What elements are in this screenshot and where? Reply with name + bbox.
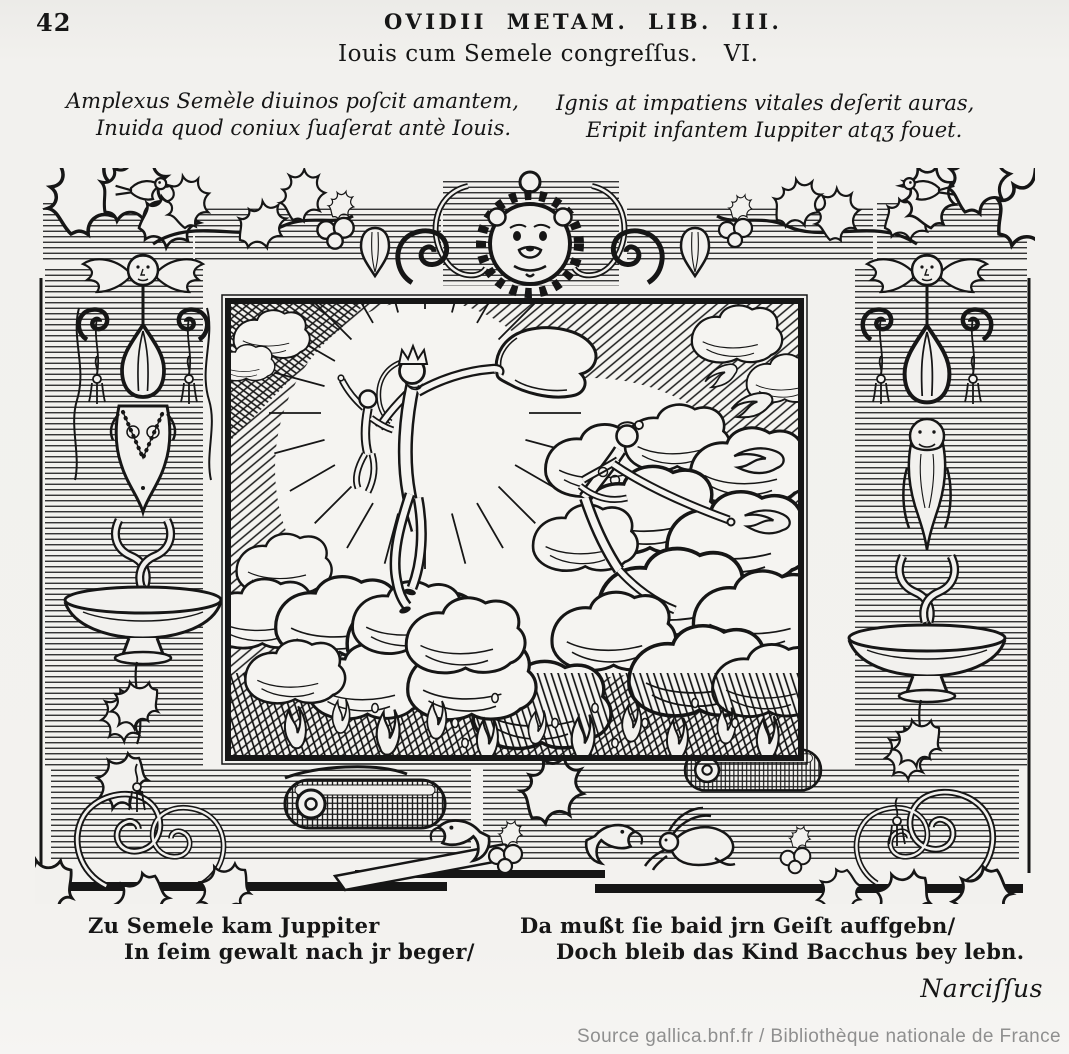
catchword: Narciſſus <box>920 974 1043 1003</box>
german-line: Da mußt ſie baid jrn Geiſt auffgebn/ <box>520 913 956 938</box>
section-title <box>338 41 758 67</box>
german-verse-left <box>88 913 475 965</box>
german-line: Doch bleib das Kind Bacchus bey lebn. <box>556 939 1025 964</box>
latin-line: Amplexus Semèle diuinos poſcit amantem, <box>66 89 519 113</box>
german-line: Zu Semele kam Juppiter <box>88 913 380 938</box>
section-title-text: Iouis cum Semele congreſſus. <box>338 41 698 67</box>
running-title: OVIDII METAM. LIB. III. <box>384 9 783 34</box>
german-verse-right <box>520 913 1024 965</box>
scroll-roll-icon <box>285 780 445 828</box>
section-number: VI. <box>723 41 759 67</box>
latin-verse-right <box>556 90 974 144</box>
latin-line: Inuida quod coniux ſuaſerat antè Iouis. <box>96 116 512 140</box>
latin-verse-left <box>66 88 519 142</box>
page-number: 42 <box>36 8 72 37</box>
billowing-drapery <box>496 328 596 397</box>
latin-line: Ignis at impatiens vitales deſerit auras, <box>556 91 975 115</box>
source-attribution: Source gallica.bnf.fr / Bibliothèque nationale de France <box>577 1026 1061 1047</box>
latin-line: Eripit infantem Iuppiter atqʒ fouet. <box>586 118 963 142</box>
german-line: In ſeim gewalt nach jr beger/ <box>124 939 475 964</box>
scene-jupiter-and-semele <box>208 257 827 760</box>
woodcut-illustration <box>35 168 1035 904</box>
lion-mask-cartouche <box>398 172 662 293</box>
